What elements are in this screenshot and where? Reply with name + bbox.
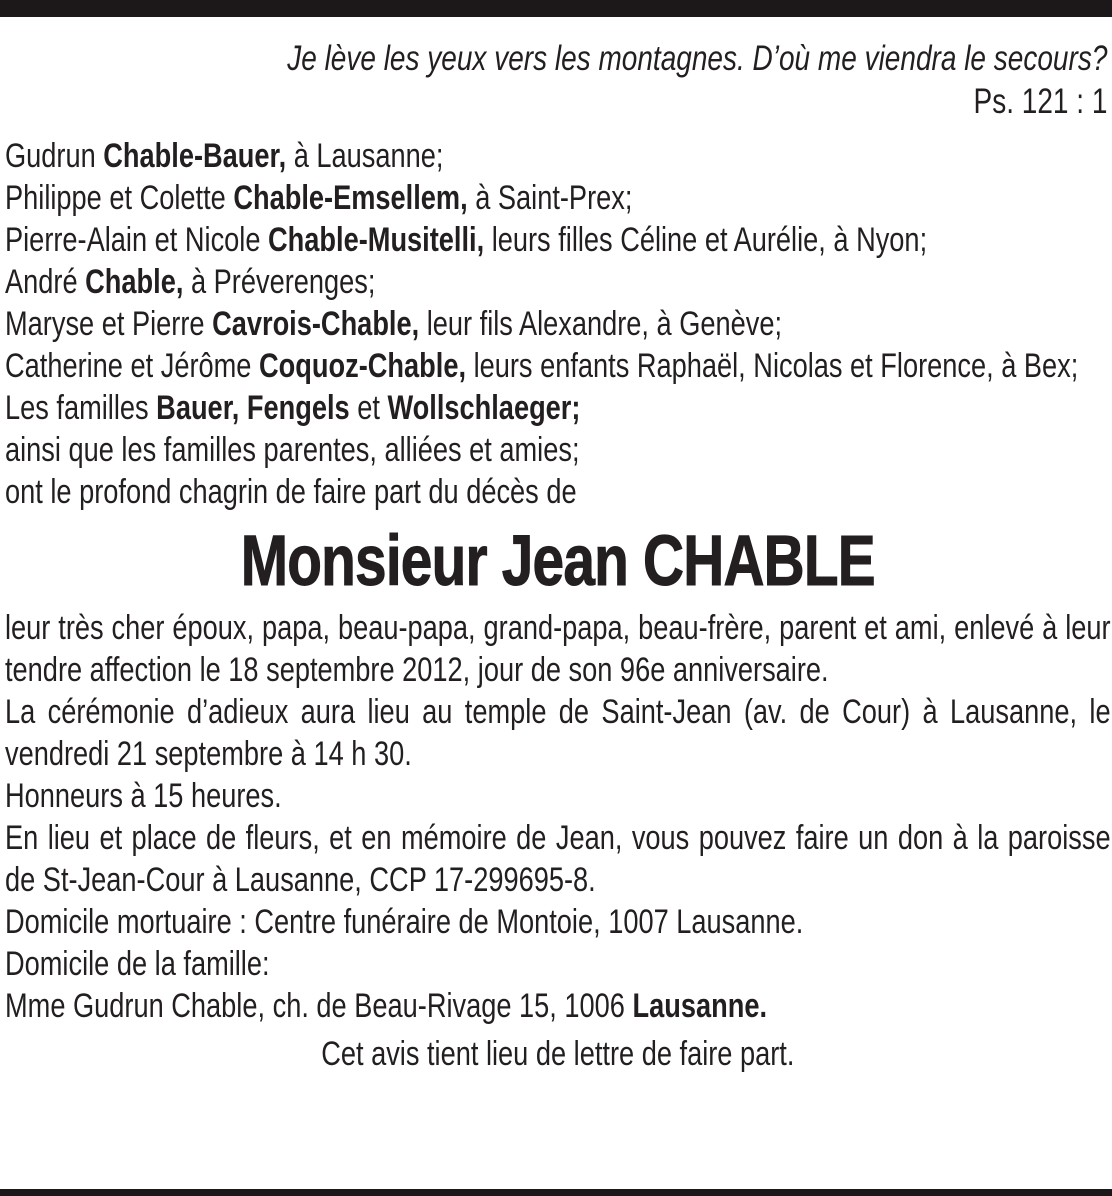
text-run: Les familles — [5, 389, 157, 427]
quote-reference: Ps. 121 : 1 — [973, 82, 1108, 121]
family-line — [5, 135, 1111, 177]
body-paragraph — [5, 607, 1111, 691]
family-line — [5, 303, 1111, 345]
text-run: Maryse et Pierre — [5, 305, 213, 343]
top-rule — [0, 0, 1112, 17]
quote-text: Je lève les yeux vers les montagnes. D’où me viendra le secours? — [287, 39, 1108, 78]
text-run: André — [5, 263, 86, 301]
family-line — [5, 219, 1111, 261]
text-run: ainsi que les familles parentes, alliées et amies; — [5, 431, 580, 469]
text-run: leurs enfants Raphaël, Nicolas et Florence, à Bex; — [466, 347, 1079, 385]
bold-name-run: Coquoz-Chable, — [259, 347, 467, 385]
bold-name-run: Bauer, Fengels — [156, 389, 350, 427]
body-paragraph — [5, 943, 1111, 985]
text-run: La cérémonie d’adieux aura lieu au temple de Saint-Jean (av. de Cour) à Lausanne, le vendredi 21 septembre à 14 h 30. — [5, 693, 1111, 773]
text-run: à Lausanne; — [286, 137, 444, 175]
text-run: Honneurs à 15 heures. — [5, 777, 282, 815]
text-run: à Préverenges; — [183, 263, 376, 301]
text-run: et — [349, 389, 388, 427]
body-paragraph — [5, 775, 1111, 817]
scripture-quote — [5, 37, 1111, 123]
family-line — [5, 345, 1111, 387]
text-run: leurs filles Céline et Aurélie, à Nyon; — [484, 221, 928, 259]
deceased-name-heading: Monsieur Jean CHABLE — [240, 522, 875, 601]
closing-line: Cet avis tient lieu de lettre de faire part. — [321, 1035, 795, 1073]
text-run: Catherine et Jérôme — [5, 347, 259, 385]
bold-name-run: Cavrois-Chable, — [212, 305, 420, 343]
family-line — [5, 471, 1111, 513]
text-run: leur fils Alexandre, à Genève; — [419, 305, 783, 343]
bold-name-run: Chable-Emsellem, — [233, 179, 468, 217]
family-line — [5, 429, 1111, 471]
body-paragraph — [5, 691, 1111, 775]
bold-name-run: Chable, — [85, 263, 184, 301]
text-run: Mme Gudrun Chable, ch. de Beau-Rivage 15, 1006 — [5, 987, 633, 1025]
body-paragraph — [5, 817, 1111, 901]
bold-name-run: Wollschlaeger; — [387, 389, 581, 427]
text-run: Domicile mortuaire : Centre funéraire de Montoie, 1007 Lausanne. — [5, 903, 804, 941]
family-line — [5, 387, 1111, 429]
family-line — [5, 177, 1111, 219]
notice-content — [5, 17, 1111, 1076]
body-paragraph — [5, 901, 1111, 943]
text-run: Gudrun — [5, 137, 104, 175]
bold-name-run: Chable-Musitelli, — [268, 221, 485, 259]
text-run: Pierre-Alain et Nicole — [5, 221, 269, 259]
text-run: ont le profond chagrin de faire part du décès de — [5, 473, 577, 511]
bold-name-run: Chable-Bauer, — [103, 137, 287, 175]
family-list — [5, 135, 1111, 513]
text-run: à Saint-Prex; — [467, 179, 633, 217]
bold-name-run: Lausanne. — [632, 987, 768, 1025]
text-run: Philippe et Colette — [5, 179, 234, 217]
bottom-rule — [0, 1189, 1112, 1196]
notice-body — [5, 607, 1111, 1027]
text-run: Domicile de la famille: — [5, 945, 270, 983]
family-line — [5, 261, 1111, 303]
text-run: leur très cher époux, papa, beau-papa, grand-papa, beau-frère, parent et ami, enlevé à leur tendre affection le 18 septembre 2012, jour de son 96e anniversaire. — [5, 609, 1111, 689]
text-run: En lieu et place de fleurs, et en mémoire de Jean, vous pouvez faire un don à la paroisse de St-Jean-Cour à Lausanne, CCP 17-299695-8. — [5, 819, 1111, 899]
body-paragraph — [5, 985, 1111, 1027]
